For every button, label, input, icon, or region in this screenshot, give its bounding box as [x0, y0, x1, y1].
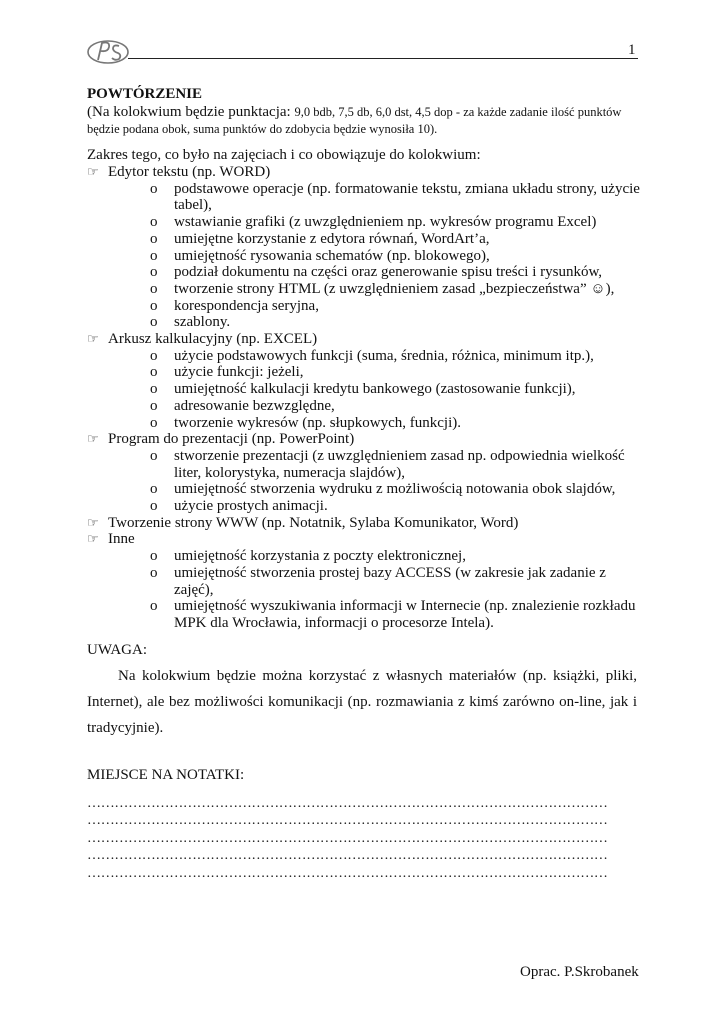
list-item — [150, 481, 647, 498]
pointing-hand-icon: ☞ — [87, 331, 99, 347]
note-text: Na kolokwium będzie można korzystać z własnych materiałów (np. książki, pliki, Internet), ale bez możliwości komunikacji (np. rozmawiania z kimś zarówno on-line, jak i tradycyjnie). — [87, 668, 637, 736]
list-item — [150, 347, 647, 365]
section — [87, 431, 647, 448]
section-title: Inne — [108, 531, 135, 548]
circle-bullet-icon: o — [150, 230, 158, 247]
notes-label: MIEJSCE NA NOTATKI: — [87, 767, 245, 783]
list-item-text: tworzenie strony HTML (z uwzględnieniem zasad „bezpieczeństwa” ☺), — [174, 280, 615, 297]
grading-info — [87, 104, 632, 138]
circle-bullet-icon: o — [150, 414, 158, 431]
list-item-text: umiejętność rysowania schematów (np. blokowego), — [174, 247, 490, 264]
ps-logo-icon — [86, 38, 132, 66]
list-item — [150, 381, 647, 398]
pointing-hand-icon: ☞ — [87, 164, 99, 179]
list-item-text: umiejętność kalkulacji kredytu bankowego (zastosowanie funkcji), — [174, 381, 576, 398]
circle-bullet-icon: o — [150, 564, 158, 581]
section-items — [87, 348, 647, 432]
section-title: Arkusz kalkulacyjny (np. EXCEL) — [108, 331, 318, 348]
list-item — [150, 247, 647, 265]
header-rule — [128, 58, 638, 59]
circle-bullet-icon: o — [150, 548, 158, 565]
section — [87, 531, 647, 548]
notes-line[interactable]: …………………………………………………………………………………………………… — [87, 848, 608, 864]
circle-bullet-icon: o — [150, 280, 158, 297]
page-title: POWTÓRZENIE — [87, 86, 203, 102]
circle-bullet-icon: o — [150, 498, 158, 515]
circle-bullet-icon: o — [150, 598, 158, 615]
section-title: Program do prezentacji (np. PowerPoint) — [108, 431, 355, 448]
list-item — [150, 414, 647, 432]
list-item-text: korespondencja seryjna, — [174, 297, 319, 314]
list-item — [150, 447, 647, 481]
list-item — [150, 564, 647, 598]
section-title: Tworzenie strony WWW (np. Notatnik, Sylaba Komunikator, Word) — [108, 514, 519, 531]
list-item-text: umiejętne korzystanie z edytora równań, WordArt’a, — [174, 230, 490, 247]
circle-bullet-icon: o — [150, 314, 158, 331]
list-item-text: umiejętność wyszukiwania informacji w Internecie (np. znalezienie rozkładu MPK dla Wrocławia, informacji o procesorze Intela). — [174, 598, 636, 631]
section-items — [87, 181, 647, 331]
list-item — [150, 364, 647, 381]
list-item — [150, 230, 647, 248]
list-item-text: użycie podstawowych funkcji (suma, średnia, różnica, minimum itp.), — [174, 347, 594, 364]
list-item-text: adresowanie bezwzględne, — [174, 397, 335, 414]
notes-line[interactable]: …………………………………………………………………………………………………… — [87, 865, 608, 881]
list-item — [150, 548, 647, 565]
section — [87, 331, 647, 348]
list-item — [150, 214, 647, 231]
list-item-text: użycie prostych animacji. — [174, 498, 328, 515]
note-label: UWAGA: — [87, 642, 147, 658]
circle-bullet-icon: o — [150, 481, 158, 498]
pointing-hand-icon: ☞ — [87, 431, 99, 447]
notes-line[interactable]: …………………………………………………………………………………………………… — [87, 813, 608, 829]
circle-bullet-icon: o — [150, 447, 158, 464]
circle-bullet-icon: o — [150, 214, 158, 231]
circle-bullet-icon: o — [150, 297, 158, 314]
list-item-text: podstawowe operacje (np. formatowanie tekstu, zmiana układu strony, użycie tabel), — [174, 180, 640, 214]
list-item — [150, 264, 647, 281]
circle-bullet-icon: o — [150, 397, 158, 414]
section — [87, 164, 647, 181]
section-items — [87, 448, 647, 515]
list-item — [150, 598, 647, 631]
section — [87, 515, 647, 532]
circle-bullet-icon: o — [150, 264, 158, 281]
list-item — [150, 314, 647, 331]
circle-bullet-icon: o — [150, 381, 158, 398]
grading-lead: (Na kolokwium będzie punktacja: — [87, 104, 295, 120]
list-item-text: stworzenie prezentacji (z uwzględnieniem zasad np. odpowiednia wielkość liter, kolorystyka, numeracja slajdów), — [174, 447, 625, 481]
author-footer: Oprac. P.Skrobanek — [520, 964, 639, 980]
grading-scale: 9,0 bdb, 7,5 db, 6,0 dst, 4,5 dop - za każde zadanie ilość punktów będzie podana obok, suma punktów do zdobycia będzie wynosiła 10). — [87, 105, 622, 136]
section-title: Edytor tekstu (np. WORD) — [108, 164, 271, 180]
list-item-text: szablony. — [174, 314, 231, 331]
list-item — [150, 397, 647, 415]
list-item-text: użycie funkcji: jeżeli, — [174, 364, 304, 381]
notes-lines — [87, 796, 632, 883]
page-number: 1 — [628, 42, 636, 58]
section-items — [87, 548, 647, 632]
notes-line[interactable]: …………………………………………………………………………………………………… — [87, 796, 608, 811]
scope-heading: Zakres tego, co było na zajęciach i co obowiązuje do kolokwium: — [87, 147, 481, 163]
list-item — [150, 180, 647, 214]
list-item-text: wstawianie grafiki (z uwzględnieniem np. wykresów programu Excel) — [174, 214, 597, 231]
circle-bullet-icon: o — [150, 347, 158, 364]
list-item — [150, 297, 647, 315]
notes-line[interactable]: …………………………………………………………………………………………………… — [87, 830, 608, 846]
topic-outline — [87, 164, 647, 632]
list-item-text: umiejętność stworzenia prostej bazy ACCESS (w zakresie jak zadanie z zajęć), — [174, 564, 606, 598]
pointing-hand-icon: ☞ — [87, 514, 99, 530]
list-item — [150, 498, 647, 515]
list-item-text: podział dokumentu na części oraz generowanie spisu treści i rysunków, — [174, 264, 603, 281]
pointing-hand-icon: ☞ — [87, 531, 99, 547]
circle-bullet-icon: o — [150, 364, 158, 381]
list-item — [150, 280, 647, 298]
circle-bullet-icon: o — [150, 247, 158, 264]
list-item-text: umiejętność korzystania z poczty elektronicznej, — [174, 548, 466, 565]
circle-bullet-icon: o — [150, 180, 158, 197]
list-item-text: tworzenie wykresów (np. słupkowych, funkcji). — [174, 414, 462, 431]
list-item-text: umiejętność stworzenia wydruku z możliwością notowania obok slajdów, — [174, 481, 616, 498]
